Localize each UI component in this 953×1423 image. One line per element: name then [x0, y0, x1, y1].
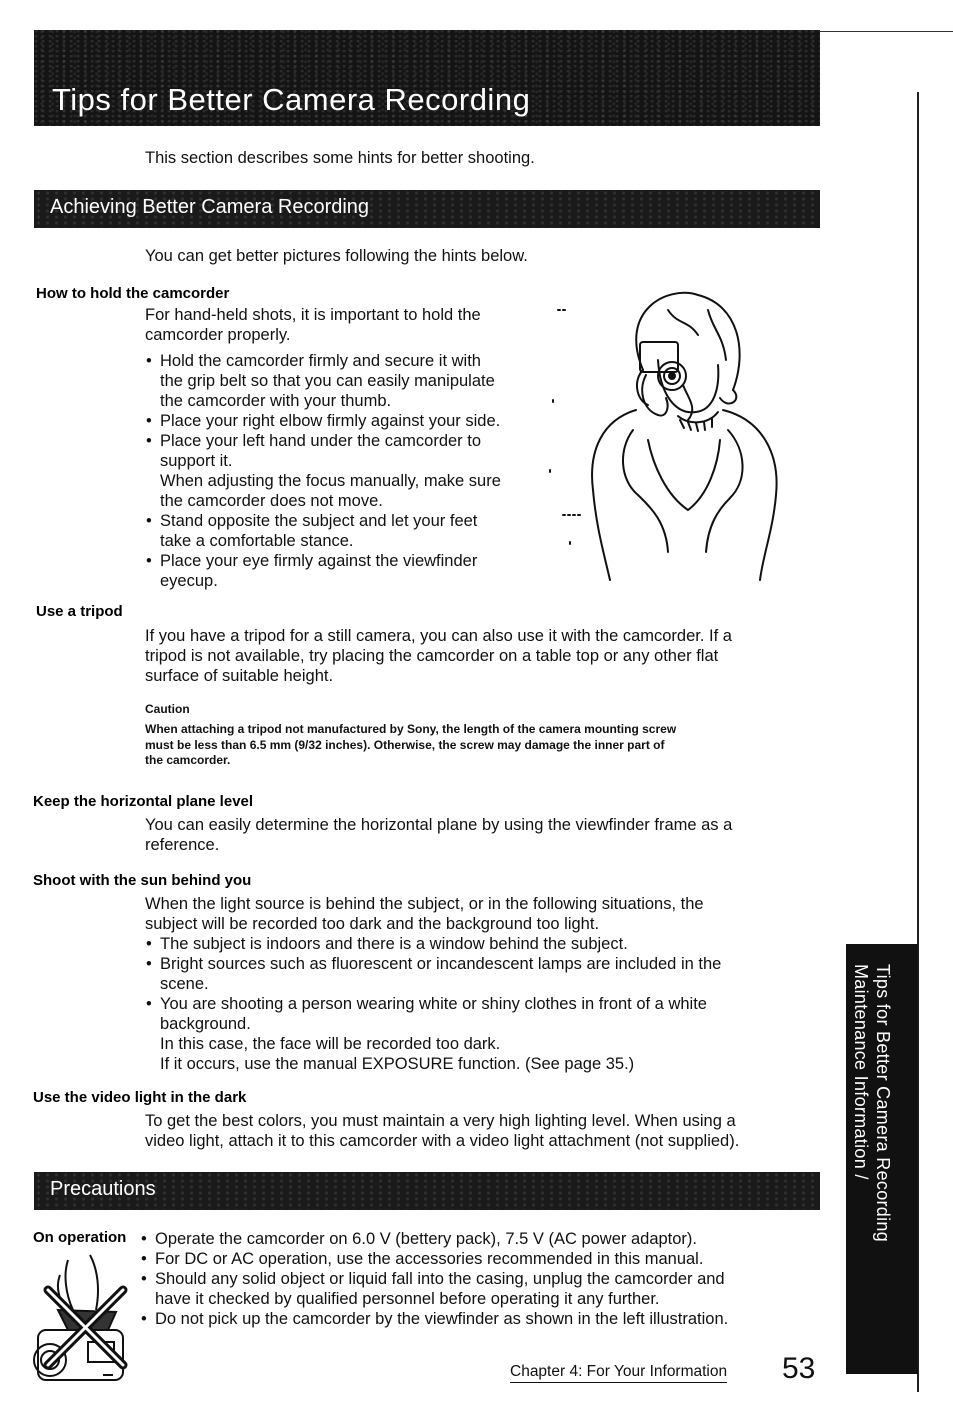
list-item: • Should any solid object or liquid fall into the casing, unplug the camcorder and have it checked by qualified personnel before operating it any further.	[140, 1269, 820, 1309]
heading-video-light: Use the video light in the dark	[33, 1089, 247, 1106]
top-rule	[820, 31, 953, 32]
chapter-side-tab	[846, 944, 918, 1374]
heading-sun-behind: Shoot with the sun behind you	[33, 872, 252, 889]
hold-body	[145, 305, 555, 591]
hold-line: camcorder properly.	[145, 326, 291, 344]
operation-body	[140, 1229, 820, 1329]
person-holding-camcorder-illustration	[548, 280, 793, 590]
list-item: • The subject is indoors and there is a window behind the subject.	[145, 934, 835, 954]
side-tab-line-1: Maintenance Information /	[851, 964, 871, 1180]
heading-horizontal-level: Keep the horizontal plane level	[33, 793, 254, 810]
heading-on-operation: On operation	[33, 1229, 127, 1246]
list-item: • Place your right elbow firmly against your side.	[145, 411, 555, 431]
section-title-precautions: Precautions	[50, 1178, 156, 1200]
page-title-banner	[34, 30, 820, 126]
tripod-body: If you have a tripod for a still camera, you can also use it with the camcorder. If a tripod is not available, try placing the camcorder on a table top or any other flat surface of suitable height.	[145, 627, 732, 685]
section-banner-precautions	[34, 1172, 820, 1210]
section-title-achieving: Achieving Better Camera Recording	[50, 196, 370, 218]
list-item: • For DC or AC operation, use the accessories recommended in this manual.	[140, 1249, 820, 1269]
list-item: • Hold the camcorder firmly and secure it with the grip belt so that you can easily manipulate the camcorder with your thumb.	[145, 351, 555, 411]
crossed-out-camcorder-illustration	[28, 1250, 138, 1395]
sun-note: In this case, the face will be recorded too dark.	[160, 1035, 501, 1053]
list-item: • You are shooting a person wearing white or shiny clothes in front of a white background. In this case, the face will be recorded too dark. If it occurs, use the manual EXPOSURE function. (See page 35.)	[145, 994, 835, 1074]
intro-text: This section describes some hints for better shooting.	[145, 149, 535, 167]
heading-hold-camcorder: How to hold the camcorder	[36, 285, 230, 302]
section-banner-achieving	[34, 190, 820, 228]
list-item: • Bright sources such as fluorescent or incandescent lamps are included in the scene.	[145, 954, 835, 994]
page-title: Tips for Better Camera Recording	[52, 82, 531, 117]
list-item: • Operate the camcorder on 6.0 V (bettery pack), 7.5 V (AC power adaptor).	[140, 1229, 820, 1249]
hold-note: When adjusting the focus manually, make sure	[160, 472, 501, 490]
heading-use-tripod: Use a tripod	[36, 603, 123, 620]
list-item: • Do not pick up the camcorder by the viewfinder as shown in the left illustration.	[140, 1309, 820, 1329]
sun-note: If it occurs, use the manual EXPOSURE function. (See page 35.)	[160, 1055, 635, 1073]
list-item: • Place your eye firmly against the viewfinder eyecup.	[145, 551, 555, 591]
side-tab-line-2: Tips for Better Camera Recording	[873, 964, 893, 1243]
level-body: You can easily determine the horizontal plane by using the viewfinder frame as a reference.	[145, 816, 733, 854]
section-intro: You can get better pictures following the hints below.	[145, 247, 528, 265]
footer-chapter: Chapter 4: For Your Information	[510, 1363, 727, 1383]
hold-note: the camcorder does not move.	[160, 492, 383, 510]
sun-body: When the light source is behind the subject, or in the following situations, the subject will be recorded too dark and the background too light. • The subject is indoors and there is a window behind the subject. • Bright sources such as fluorescent or incandescent lamps are included in the scene. • You are shooting a person wearing white or shiny clothes in front of a white background. In this case, the face will be recorded too dark. If it occurs, use the manual EXPOSURE function. (See page 35.)	[145, 894, 835, 1074]
caution-title: Caution	[145, 702, 190, 716]
list-item: • Stand opposite the subject and let your feet take a comfortable stance.	[145, 511, 555, 551]
caution-body: When attaching a tripod not manufactured by Sony, the length of the camera mounting screw must be less than 6.5 mm (9/32 inches). Otherwise, the screw may damage the inner part of the camcorder.	[145, 722, 677, 767]
page-number: 53	[782, 1352, 816, 1385]
videolight-body: To get the best colors, you must maintain a very high lighting level. When using a video light, attach it to this camcorder with a video light attachment (not supplied).	[145, 1112, 740, 1150]
hold-line: For hand-held shots, it is important to hold the	[145, 306, 481, 324]
list-item: • Place your left hand under the camcorder to support it. When adjusting the focus manually, make sure the camcorder does not move.	[145, 431, 555, 511]
